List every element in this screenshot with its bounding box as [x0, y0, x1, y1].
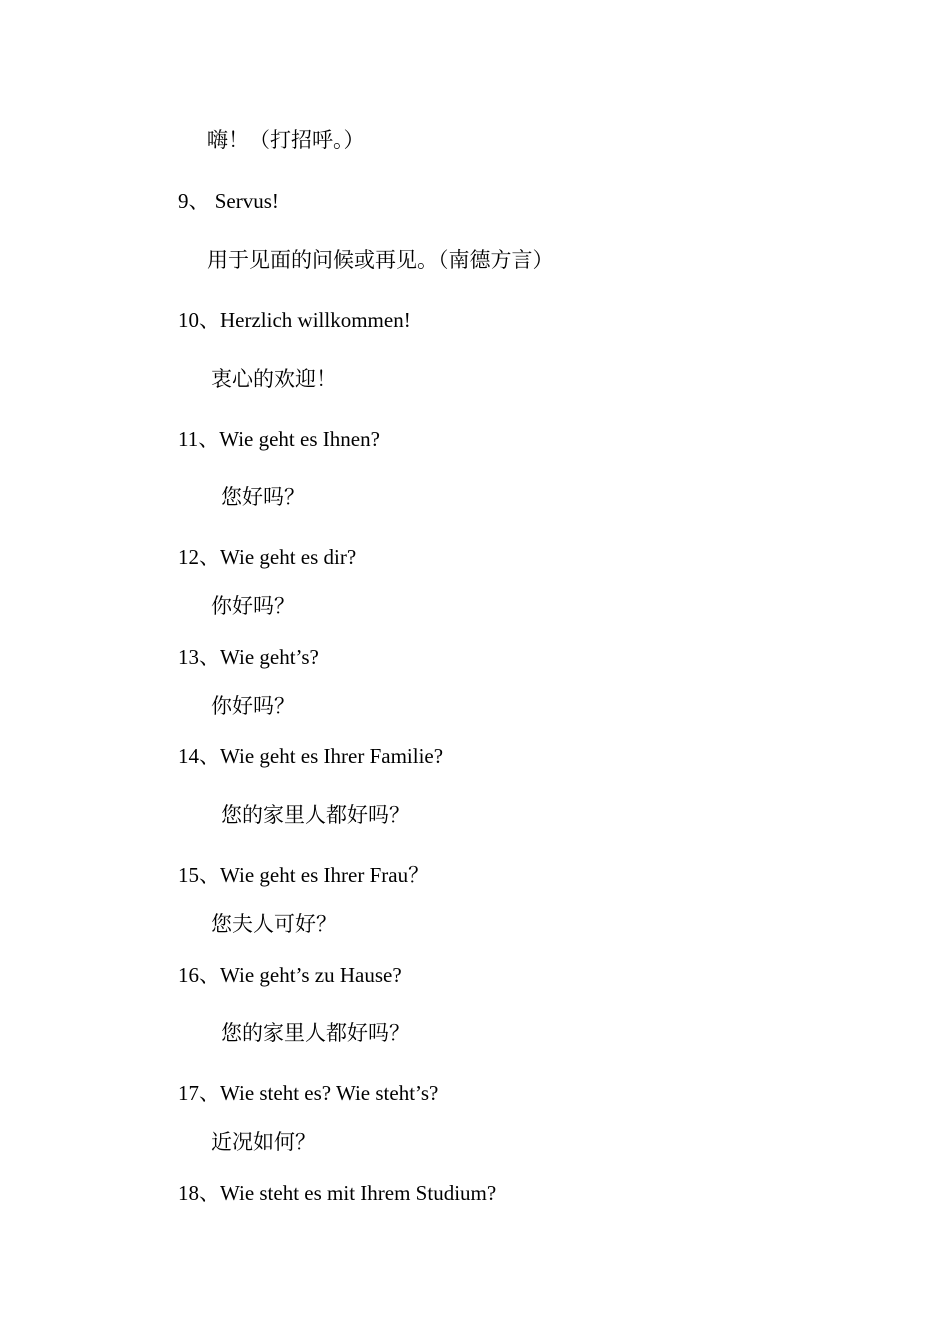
- phrase-line: 17、Wie steht es? Wie steht’s?: [178, 1081, 439, 1105]
- phrase-line: 16、Wie geht’s zu Hause?: [178, 963, 402, 987]
- phrase-line: 13、Wie geht’s?: [178, 645, 319, 669]
- phrase-line: 10、Herzlich willkommen!: [178, 308, 411, 332]
- translation-line: 您的家里人都好吗？: [221, 803, 410, 827]
- translation-line: 近况如何？: [211, 1130, 316, 1154]
- translation-line: 你好吗？: [211, 694, 295, 718]
- translation-line: 您夫人可好？: [211, 912, 337, 936]
- translation-line: 用于见面的问候或再见。（南德方言）: [207, 248, 554, 272]
- phrase-line: 12、Wie geht es dir?: [178, 545, 357, 569]
- phrase-line: 11、Wie geht es Ihnen?: [178, 427, 380, 451]
- translation-line: 嗨！（打招呼。）: [207, 128, 365, 152]
- translation-line: 您好吗？: [221, 485, 305, 509]
- translation-line: 您的家里人都好吗？: [221, 1021, 410, 1045]
- phrase-line: 9、 Servus!: [178, 189, 279, 213]
- phrase-line: 15、Wie geht es Ihrer Frau？: [178, 863, 430, 887]
- translation-line: 衷心的欢迎！: [211, 367, 337, 391]
- translation-line: 你好吗？: [211, 594, 295, 618]
- phrase-line: 14、Wie geht es Ihrer Familie?: [178, 744, 444, 768]
- phrase-line: 18、Wie steht es mit Ihrem Studium?: [178, 1181, 497, 1205]
